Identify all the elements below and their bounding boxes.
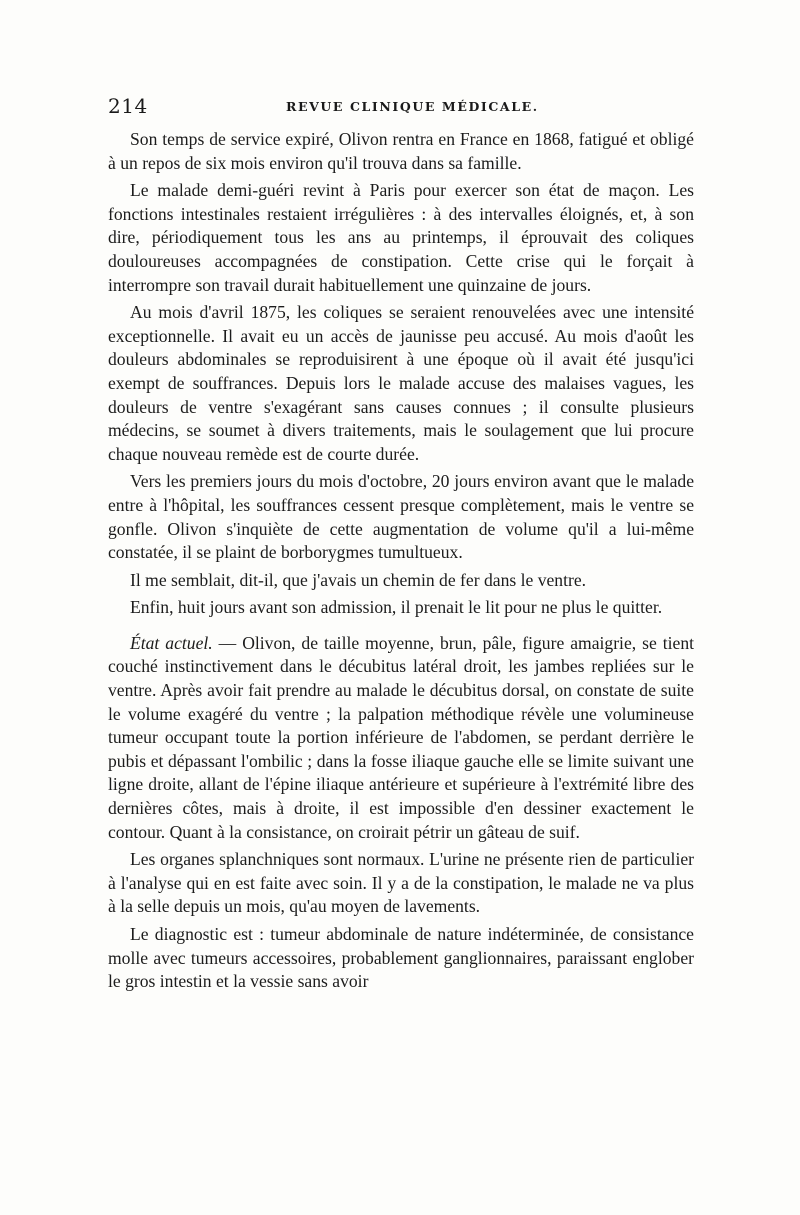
paragraph: Les organes splanchniques sont normaux. L'urine ne présente rien de particulier à l'analyse qui en est faite avec soin. Il y a de la constipation, le malade ne va plus à la selle depuis un mois, qu'au moyen de lavements.: [108, 849, 694, 917]
page-number: 214: [108, 94, 148, 118]
etat-actuel-paragraph: [108, 632, 694, 844]
body-text: [108, 128, 694, 998]
paragraph: Son temps de service expiré, Olivon rentra en France en 1868, fatigué et obligé à un repos de six mois environ qu'il trouva dans sa famille.: [108, 129, 694, 173]
section-text: — Olivon, de taille moyenne, brun, pâle, figure amaigrie, se tient couché instinctivement dans le décubitus latéral droit, les jambes repliées sur le ventre. Après avoir fait prendre au malade le décubitus dorsal, on constate de suite le volume exagéré du ventre ; la palpation méthodique révèle une volumineuse tumeur occupant toute la portion inférieure de l'abdomen, se perdant derrière le pubis et dépassant l'ombilic ; dans la fosse iliaque gauche elle se limite suivant une ligne droite, allant de l'épine iliaque antérieure et supérieure à l'extrémité libre des dernières côtes, mais à droite, il est impossible d'en dessiner exactement le contour. Quant à la consistance, on croirait pétrir un gâteau de suif.: [108, 632, 694, 842]
paragraph: Enfin, huit jours avant son admission, il prenait le lit pour ne plus le quitter.: [130, 597, 663, 618]
paragraph: Vers les premiers jours du mois d'octobre, 20 jours environ avant que le malade entre à l'hôpital, les souffrances cessent presque complètement, mais le ventre se gonfle. Olivon s'inquiète de cette augmentation de volume qu'il a lui-même constatée, il se plaint de borborygmes tumultueux.: [108, 471, 694, 563]
paragraph: Au mois d'avril 1875, les coliques se seraient renouvelées avec une intensité exceptionnelle. Il avait eu un accès de jaunisse peu accusé. Au mois d'août les douleurs abdominales se reproduisirent à une époque où il avait été jusqu'ici exempt de souffrances. Depuis lors le malade accuse des malaises vagues, les douleurs de ventre s'exagérant sans causes connues ; il consulte plusieurs médecins, se soumet à divers traitements, mais le soulagement que lui procure chaque nouveau remède est de courte durée.: [108, 302, 694, 464]
paragraph: Le diagnostic est : tumeur abdominale de nature indéterminée, de consistance molle avec tumeurs accessoires, probablement ganglionnaires, paraissant englober le gros intestin et la vessie sans avoir: [108, 924, 694, 992]
paragraph: Il me semblait, dit-il, que j'avais un chemin de fer dans le ventre.: [130, 569, 587, 590]
section-lead: État actuel.: [130, 632, 213, 653]
page-header: [108, 94, 694, 120]
paragraph: Le malade demi-guéri revint à Paris pour exercer son état de maçon. Les fonctions intestinales restaient irrégulières : à des intervalles éloignés, et, à son dire, périodiquement tous les ans au printemps, il éprouvait des coliques douloureuses accompagnées de constipation. Cette crise qui le forçait à interrompre son travail durait habituellement une quinzaine de jours.: [108, 180, 694, 295]
running-head: REVUE CLINIQUE MÉDICALE.: [286, 99, 539, 114]
